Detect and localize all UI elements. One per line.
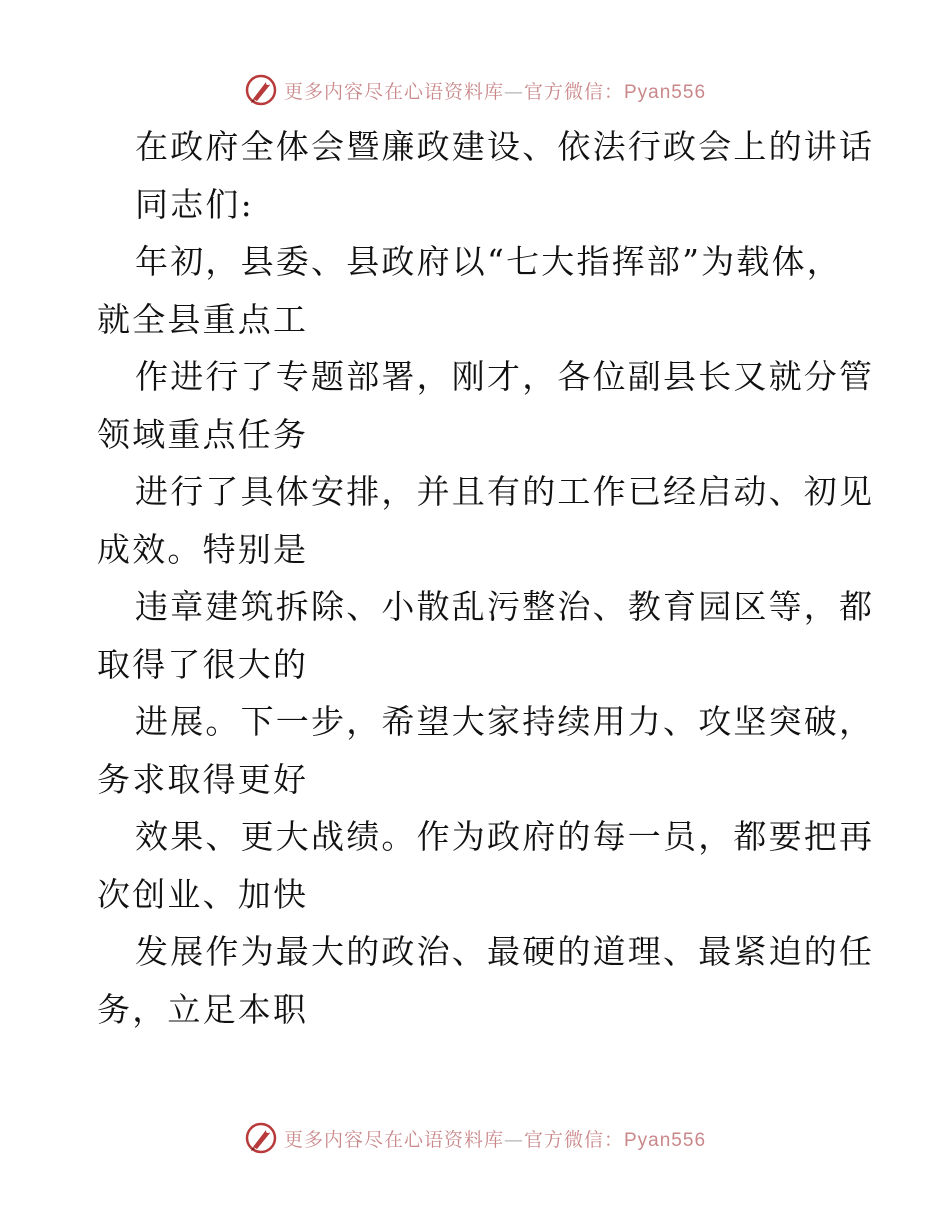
paragraph-line: 效果、更大战绩。作为政府的每一员，都要把再 [135, 817, 875, 856]
document-title: 在政府全体会暨廉政建设、依法行政会上的讲话 [135, 127, 875, 166]
paragraph-line: 成效。特别是 [97, 529, 309, 569]
paragraph-line: 领域重点任务 [97, 414, 309, 454]
footer-watermark [0, 1118, 950, 1158]
watermark-text: 更多内容尽在心语资料库—官方微信：Pyan556 [283, 80, 707, 103]
pen-logo-icon [244, 1121, 278, 1155]
pen-logo-icon [244, 73, 278, 107]
paragraph-line: 发展作为最大的政治、最硬的道理、最紧迫的任 [135, 932, 875, 971]
watermark-text: 更多内容尽在心语资料库—官方微信：Pyan556 [283, 1128, 707, 1151]
paragraph-line: 就全县重点工 [97, 299, 309, 339]
paragraph-line: 务求取得更好 [97, 759, 309, 799]
header-watermark [0, 70, 950, 110]
paragraph-line: 进行了具体安排，并且有的工作已经启动、初见 [135, 472, 875, 511]
document-body [0, 118, 950, 1038]
paragraph-line: 年初，县委、县政府以“七大指挥部”为载体， [135, 242, 842, 281]
paragraph-line: 违章建筑拆除、小散乱污整治、教育园区等，都 [135, 587, 875, 626]
paragraph-line: 进展。下一步，希望大家持续用力、攻坚突破， [135, 702, 875, 741]
paragraph-line: 作进行了专题部署，刚才，各位副县长又就分管 [135, 357, 875, 396]
paragraph-line: 次创业、加快 [97, 874, 309, 914]
salutation: 同志们: [135, 184, 254, 224]
paragraph-line: 务，立足本职 [97, 989, 309, 1029]
paragraph-line: 取得了很大的 [97, 644, 309, 684]
